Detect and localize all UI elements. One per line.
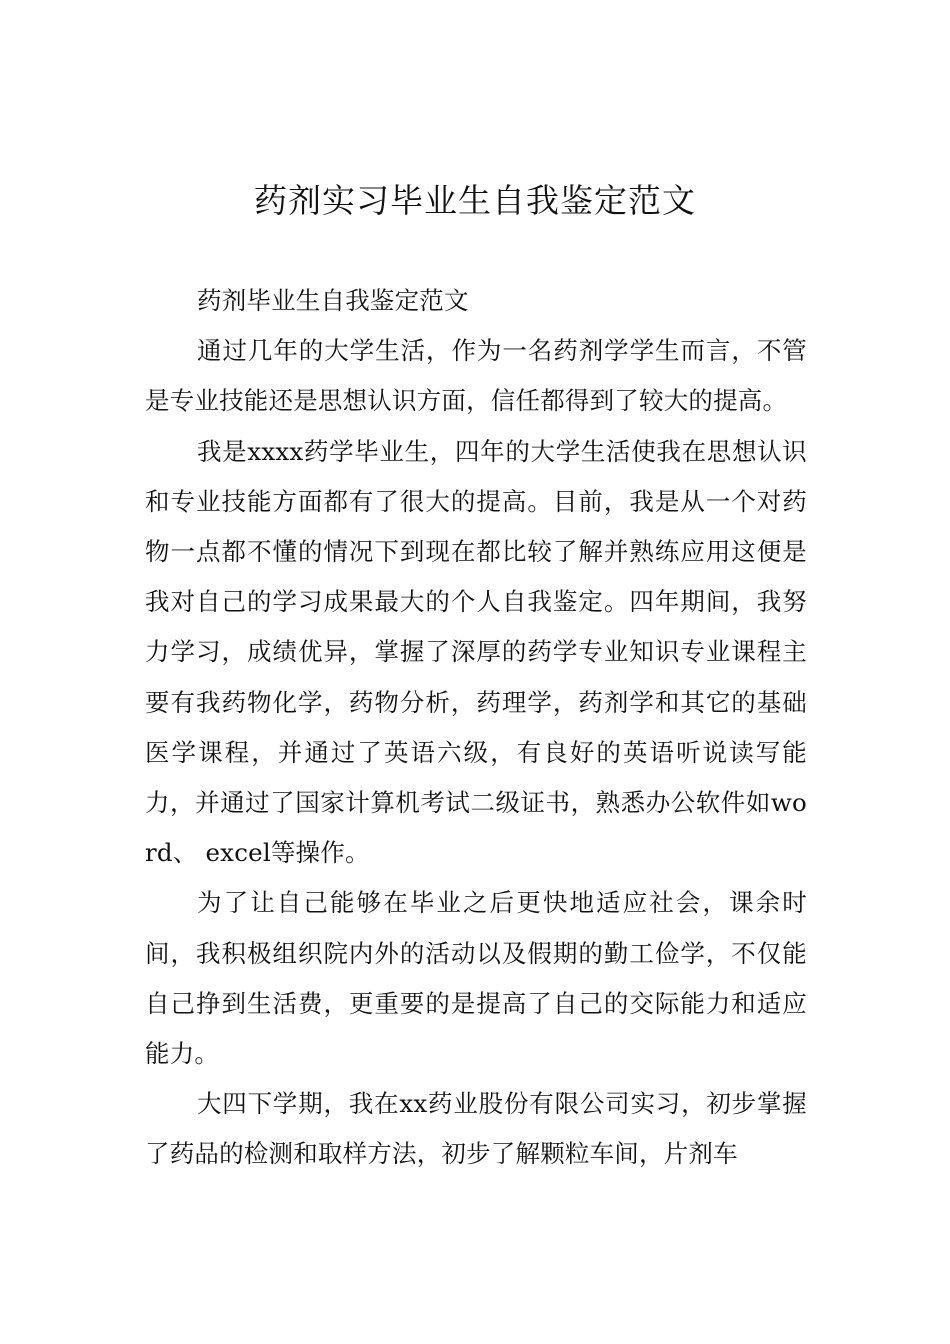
document-body [145, 276, 807, 1180]
document-title: 药剂实习毕业生自我鉴定范文 [254, 181, 696, 220]
paragraph-activities: 为了让自己能够在毕业之后更快地适应社会，课余时间，我积极组织院内外的活动以及假期的勤工俭学，不仅能自己挣到生活费，更重要的是提高了自己的交际能力和适应能力。 [145, 888, 807, 1069]
paragraph-subtitle: 药剂毕业生自我鉴定范文 [197, 286, 469, 315]
paragraph-intro: 通过几年的大学生活，作为一名药剂学学生而言，不管是专业技能还是思想认识方面，信任都得到了较大的提高。 [145, 336, 807, 416]
paragraph-study: 我是xxxx药学毕业生，四年的大学生活使我在思想认识和专业技能方面都有了很大的提高。目前，我是从一个对药物一点都不懂的情况下到现在都比较了解并熟练应用这便是我对自己的学习成果最大的个人自我鉴定。四年期间，我努力学习，成绩优异，掌握了深厚的药学专业知识专业课程主要有我药物化学，药物分析，药理学，药剂学和其它的基础医学课程，并通过了英语六级，有良好的英语听说读写能力，并通过了国家计算机考试二级证书，熟悉办公软件如word、 excel等操作。 [145, 436, 807, 868]
paragraph-internship: 大四下学期，我在xx药业股份有限公司实习，初步掌握了药品的检测和取样方法，初步了解颗粒车间，片剂车 [145, 1089, 807, 1169]
